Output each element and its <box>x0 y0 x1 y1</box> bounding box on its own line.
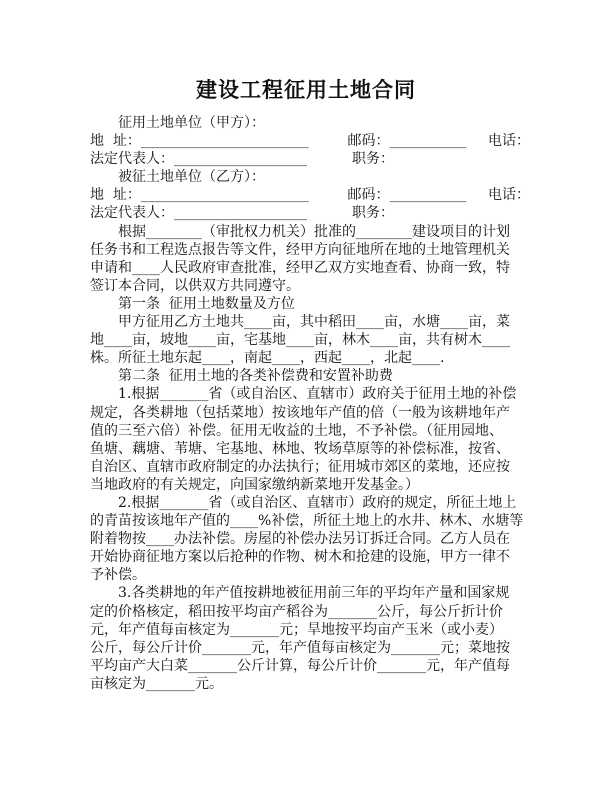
clause3-line: 3.各类耕地的年产值按耕地被征用前三年的平均年产量和国家规 <box>118 585 510 602</box>
clause1-line: 鱼塘、藕塘、苇塘、宅基地、林地、牧场草原等的补偿标准，按省、 <box>90 440 510 457</box>
document-title: 建设工程征用土地合同 <box>196 77 416 102</box>
clause3-line: 公斤，每公斤计价_______元，年产值每亩核定为_______元；菜地按 <box>90 639 510 656</box>
clause1-line: 值的三至六倍）补偿。征用无收益的土地，不予补偿。（征用园地、 <box>90 422 503 439</box>
party-a-rep-field: 法定代表人：___________________ <box>90 151 307 168</box>
clause1-line: 当地政府的有关规定，向国家缴纳新菜地开发基金。） <box>90 476 419 493</box>
clause1-line: 规定，各类耕地（包括菜地）按该地年产值的倍（一般为该耕地年产 <box>90 404 510 421</box>
article2-heading: 第二条 征用土地的各类补偿费和安置补助费 <box>118 368 393 385</box>
clause2-line: 2.根据_______省（或自治区、直辖市）政府的规定，所征土地上 <box>118 494 517 511</box>
clause3-line: 亩核定为_______元。 <box>90 675 223 692</box>
party-b-phone-field: 电话： <box>488 187 530 204</box>
preamble-line: 任务书和工程选点报告等文件，经甲方向征地所在地的土地管理机关 <box>90 241 510 258</box>
party-b-position-field: 职务： <box>352 205 394 222</box>
preamble-line: 申请和____人民政府审查批准，经甲乙双方实地查看、协商一致，特 <box>90 259 510 276</box>
contract-body <box>90 114 530 693</box>
clause2-line: 附着物按____办法补偿。房屋的补偿办法另订拆迁合同。乙方人员在 <box>90 531 510 548</box>
party-a-postcode-field: 邮码：___________ <box>347 133 467 150</box>
party-b-address-row <box>90 186 530 204</box>
clause2-line: 开始协商征地方案以后抢种的作物、树木和抢建的设施，甲方一律不 <box>90 549 510 566</box>
clause3-line: 平均亩产大白菜_______公斤计算，每公斤计价_______元，年产值每 <box>90 657 510 674</box>
clause3-line: 定的价格核定，稻田按平均亩产稻谷为_______公斤，每公斤折计价 <box>90 603 503 620</box>
clause1-line: 自治区、直辖市政府制定的办法执行；征用城市郊区的菜地，还应按 <box>90 458 510 475</box>
article1-line: 地____亩，坡地____亩，宅基地____亩，林木____亩，共有树木____ <box>90 332 510 349</box>
clause1-line: 1.根据_______省（或自治区、直辖市）政府关于征用土地的补偿 <box>118 386 517 403</box>
party-a-address-row <box>90 132 530 150</box>
clause2-line: 予补偿。 <box>90 567 146 584</box>
article1-heading: 第一条 征用土地数量及方位 <box>118 295 295 312</box>
party-b-postcode-field: 邮码：___________ <box>347 187 467 204</box>
clause2-line: 的青苗按该地年产值的____%补偿，所征土地上的水井、林木、水塘等 <box>90 513 524 530</box>
party-b-rep-row <box>90 204 530 222</box>
party-a-phone-field: 电话： <box>488 133 530 150</box>
article1-line: 甲方征用乙方土地共____亩，其中稻田____亩，水塘____亩，菜 <box>118 314 510 331</box>
article1-line: 株。所征土地东起____，南起____，西起____，北起____. <box>90 350 445 367</box>
party-a-position-field: 职务： <box>352 151 394 168</box>
party-a-heading: 征用土地单位（甲方）： <box>118 115 265 131</box>
party-b-address-field: 地 址：________________________ <box>90 187 309 204</box>
party-b-heading: 被征土地单位（乙方）： <box>118 169 265 186</box>
preamble-line: 根据________（审批权力机关）批准的________建设项目的计划 <box>118 223 510 240</box>
clause3-line: 元，年产值每亩核定为_______元；旱地按平均亩产玉米（或小麦） <box>90 621 503 638</box>
preamble-line: 签订本合同，以供双方共同遵守。 <box>90 277 300 294</box>
party-a-address-field: 地 址：________________________ <box>90 133 309 150</box>
party-b-rep-field: 法定代表人：___________________ <box>90 205 307 222</box>
party-a-rep-row <box>90 150 530 168</box>
